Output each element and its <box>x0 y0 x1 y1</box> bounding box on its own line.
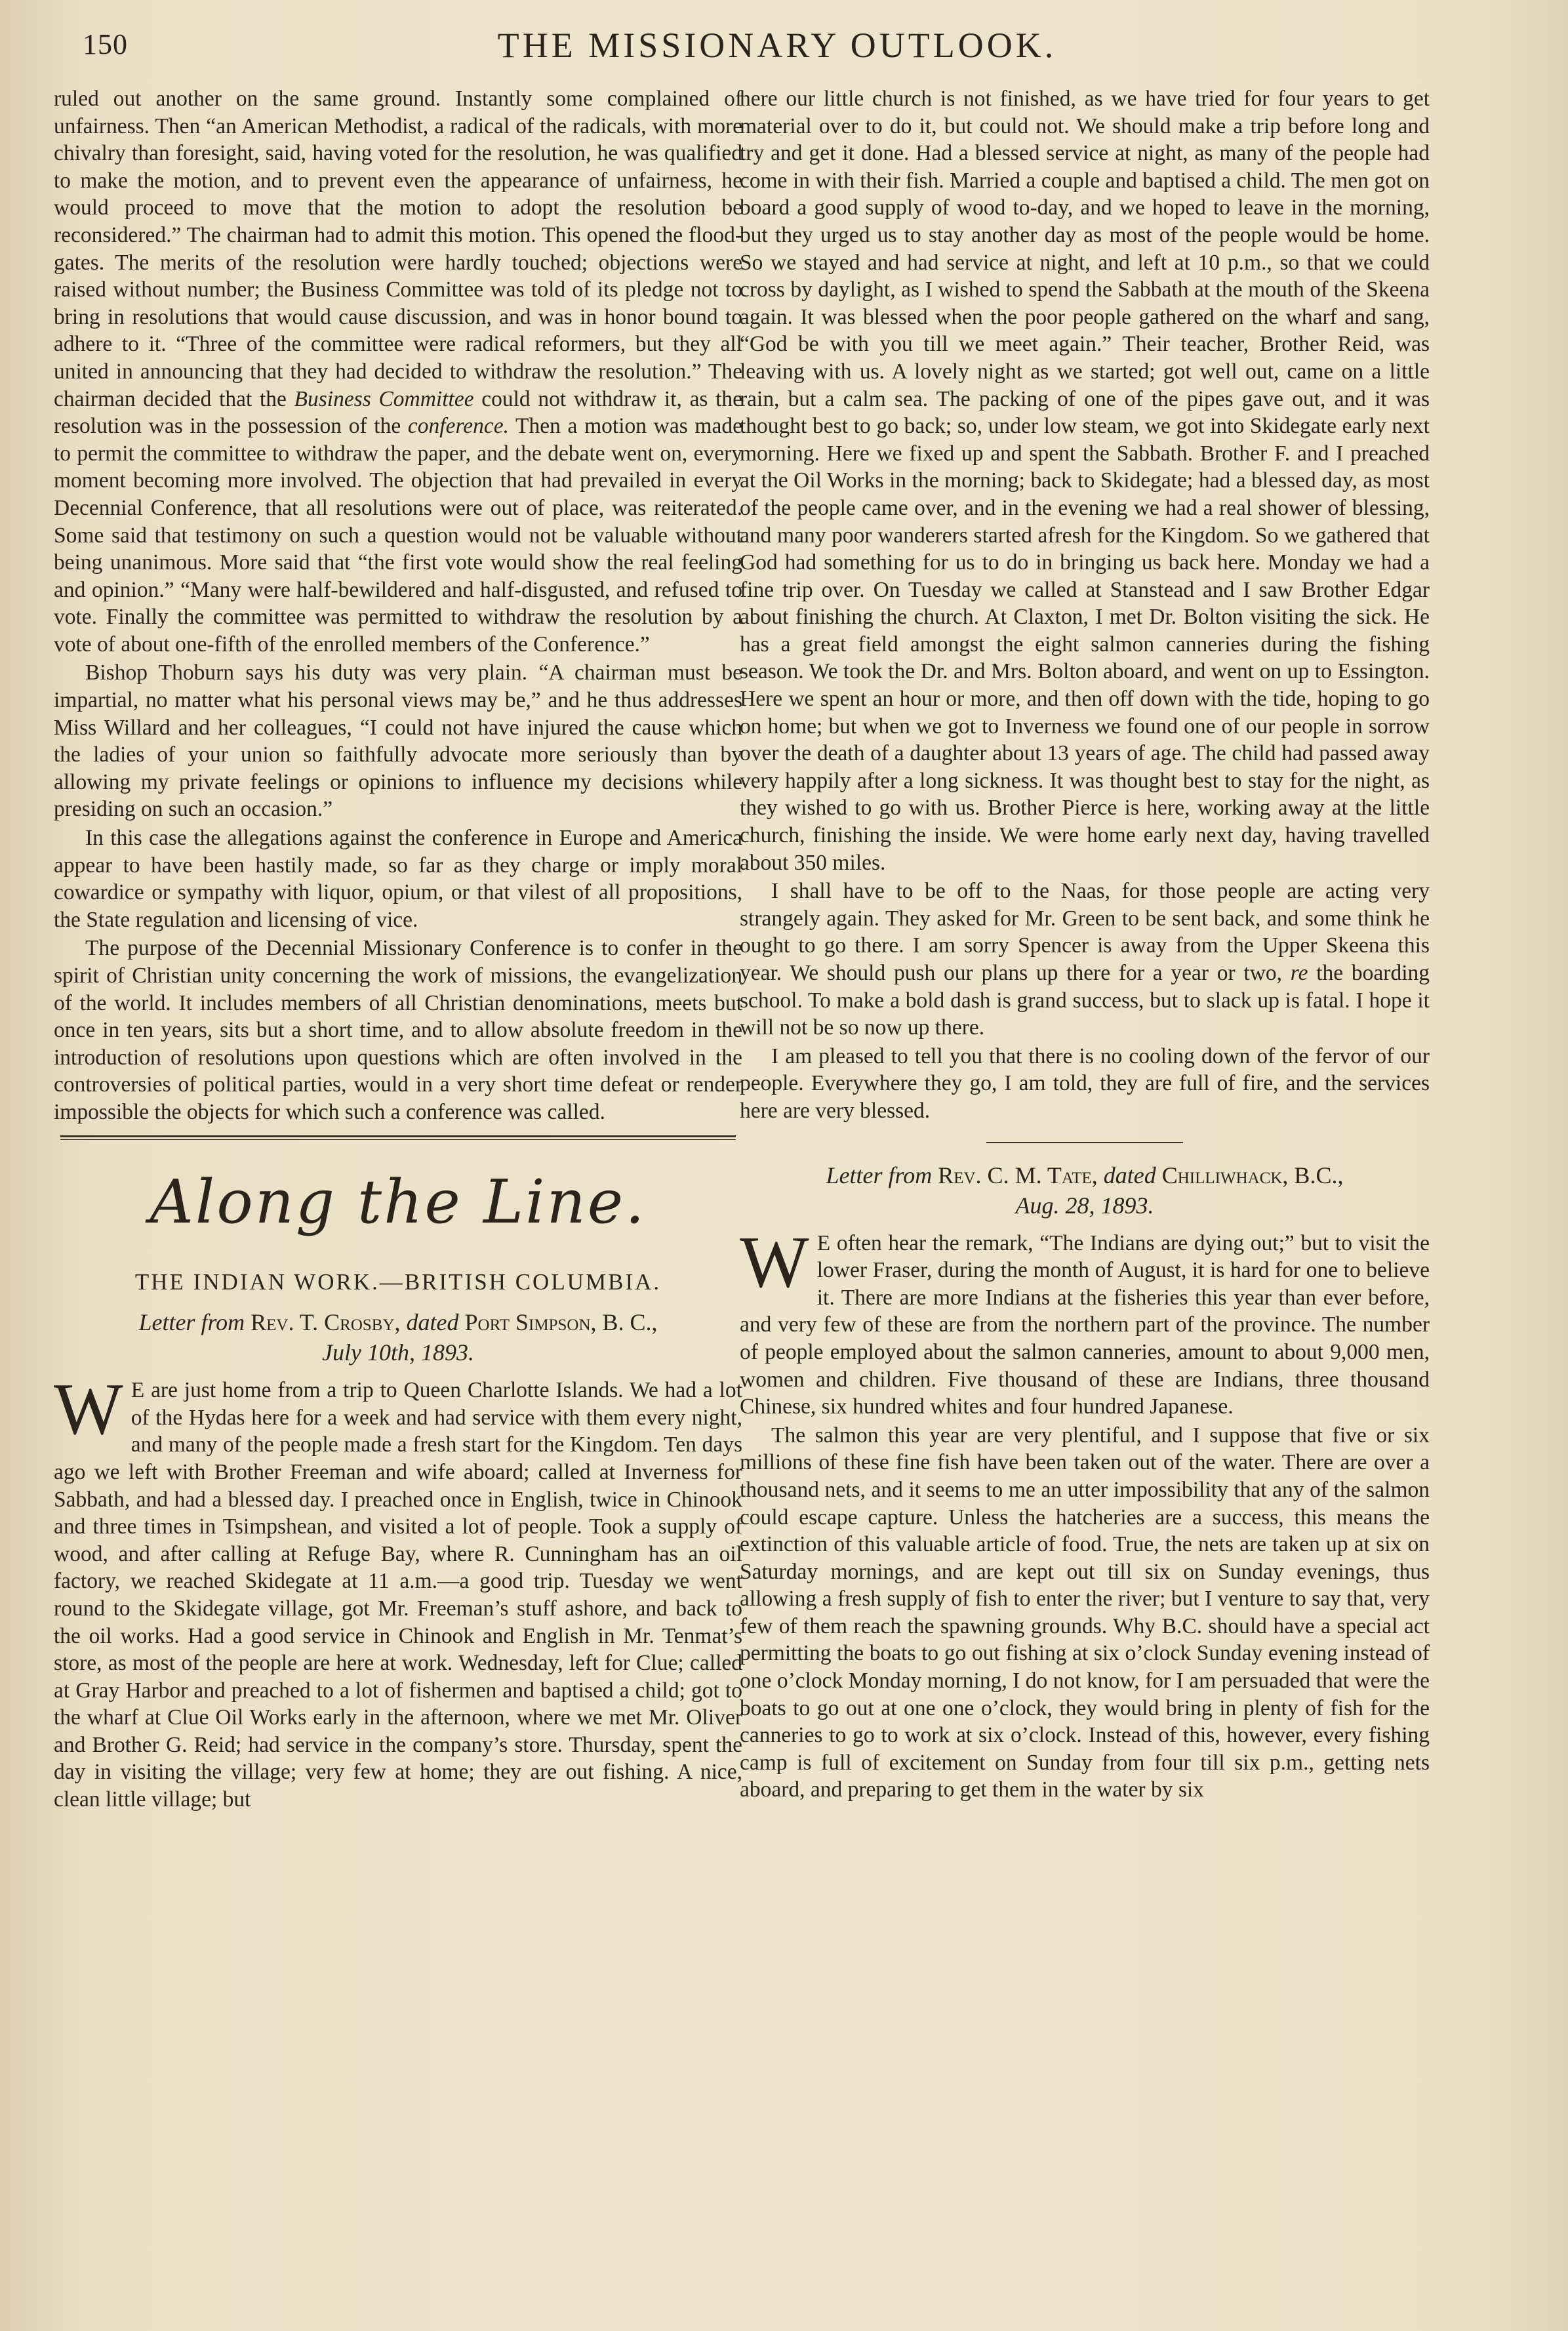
paragraph: The salmon this year are very plentiful, and I suppose that five or six millions of these fine fish have been taken out of the water. There are over a thousand nets, and it seems to me an utter impossibility that any of the salmon could escape capture. Unless the hatcheries are a success, this means the extinction of this valuable article of food. True, the nets are taken up at six on Saturday mornings, and are kept out till six on Sunday evenings, thus allowing a fresh supply of fish to enter the river; but I venture to say that, very few of them reach the spawning grounds. Why B.C. should have a special act permitting the boats to go out fishing at six o’clock Sunday evening instead of one o’clock Monday morning, I do not know, for I am persuaded that were the boats to go out at one one o’clock, they would bring in plenty of fish for the canneries to go to work at six o’clock. Instead of this, however, every fishing camp is full of excitement on Sunday from four till six p.m., getting nets aboard, and preparing to get them in the water by six <box>740 1423 1430 1802</box>
paragraph-text: ruled out another on the same ground. Instantly some complained of unfairness. Then “an American Methodist, a radical of the radicals, with more chivalry than foresight, said, having voted for the resolution, he was qualified to make the motion, and to prevent even the appearance of unfairness, he would proceed to move that the motion to adopt the resolution be reconsidered.” The chairman had to admit this motion. This opened the flood-gates. The merits of the resolution were hardly touched; objections were raised without number; the Business Committee was told of its pledge not to bring in resolutions that would cause discussion, and was in honor bound to adhere to it. “Three of the committee were radical reformers, but they all united in announcing that they had decided to withdraw the resolution.” The chairman decided that the <box>54 87 742 411</box>
running-title: THE MISSIONARY OUTLOOK. <box>497 26 1057 65</box>
italic-phrase: re <box>1290 961 1308 985</box>
letter-body <box>54 1369 742 1814</box>
page-header <box>72 25 1482 71</box>
section-title: Along the Line. <box>150 1166 647 1237</box>
letter-date: July 10th, 1893. <box>322 1339 474 1366</box>
paragraph: Bishop Thoburn says his duty was very plain. “A chairman must be impartial, no matter what his personal views may be,” and he thus addresses Miss Willard and her colleagues, “I could not have injured the cause which the ladies of your union so faithfully advocate more seriously than by allowing my private feelings or opinions to influence my decisions while presiding on such an occasion.” <box>54 660 742 822</box>
letter-date: Aug. 28, 1893. <box>1015 1192 1154 1219</box>
italic-phrase: Business Committee <box>294 386 474 411</box>
paragraph: In this case the allegations against the conference in Europe and America appear to have been hastily made, so far as they charge or imply moral cowardice or sympathy with liquor, opium, or that vilest of all propositions, the State regulation and licensing of vice. <box>54 826 742 932</box>
italic-phrase: conference. <box>407 414 509 439</box>
drop-cap: W <box>740 1221 809 1303</box>
letter-body-text: E often hear the remark, “The Indians are dying out;” but to visit the lower Fraser, during the month of August, it is hard for one to believe it. There are more Indians at the fisheries this year than ever before, and very few of these are from the northern part of the province. The number of people employed about the salmon canneries, amount to about 9,000 men, women and children. Five thousand of these are Indians, three thousand Chinese, six hundred whites and four hundred Japanese. <box>740 1230 1430 1419</box>
letter-body-text: E are just home from a trip to Queen Charlotte Islands. We had a lot of the Hydas here for a week and had service with them every night, and many of the people made a fresh start for the Kingdom. Ten days ago we left with Brother Freeman and wife aboard; called at Inverness for Sabbath, and had a blessed day. I preached once in English, twice in Chinook and three times in Tsimpshean, and visited a lot of people. Took a supply of wood, and after calling at Refuge Bay, where R. Cunningham has an oil factory, we reached Skidegate at 11 a.m.—a good trip. Tuesday we went round to the Skidegate village, got Mr. Freeman’s stuff ashore, and back to the oil works. Had a good service in Chinook and English in Mr. Tenmat’s store, as most of the people are here at work. Wednesday, left for Clue; called at Gray Harbor and preached to a lot of fishermen and baptised a child; got to the wharf at Clue Oil Works early in the afternoon, where we met Mr. Oliver and Brother G. Reid; had service in the company’s store. Thursday, spent the day in visiting the village; very few at home; they are out fishing. A nice, clean little village; but <box>54 1378 742 1812</box>
paragraph: here our little church is not finished, as we have tried for four years to get material over to do it, but could not. We should make a trip before long and try and get it done. Had a blessed service at night, as many of the people had come in with their fish. Married a couple and baptised a child. The men got on board a good supply of wood to-day, and we hoped to leave in the morning, but they urged us to stay another day as most of the people would be home. So we stayed and had service at night, and left at 10 p.m., so that we could cross by daylight, as I wished to spend the Sabbath at the mouth of the Skeena again. It was blessed when the poor people gathered on the wharf and sang, “God be with you till we meet again.” Their teacher, Brother Reid, was leaving with us. A lovely night as we started; got well out, came on a little rain, but a calm sea. The packing of one of the pipes gave out, and it was thought best to go back; so, under low steam, we got into Skidegate early next morning. Here we fixed up and spent the Sabbath. Brother F. and I preached at the Oil Works in the morning; back to Skidegate; had a blessed day, as most of the people came over, and in the evening we had a real shower of blessing, and many poor wanderers started afresh for the Kingdom. So we gathered that God had something for us to do in bringing us back here. Monday we had a fine trip over. On Tuesday we called at Stanstead and I saw Brother Edgar about finishing the church. At Claxton, I met Dr. Bolton visiting the sick. He has a great field amongst the eight salmon canneries during the fishing season. We took the Dr. and Mrs. Bolton aboard, and went on up to Essington. Here we spent an hour or more, and then off down with the tide, hoping to go on home; but when we got to Inverness we found one of our people in sorrow over the death of a daughter about 13 years of age. The child had passed away very happily after a long sickness. It was thought best to stay for the night, as they wished to go with us. Brother Pierce is here, working away at the little church, finishing the inside. We were home early next day, having travelled about 350 miles. <box>740 87 1430 875</box>
paragraph-text: the boarding school. To make a bold dash is grand success, but to slack up is fatal. I hope it will not be so now up there. <box>740 961 1430 1040</box>
paragraph: The purpose of the Decennial Missionary Conference is to confer in the spirit of Christian unity concerning the work of missions, the evangelization of the world. It includes members of all Christian denominations, meets but once in ten years, sits but a short time, and to allow absolute freedom in the introduction of resolutions upon questions which are often involved in the controversies of political parties, would in a very short time defeat or render impossible the objects for which such a conference was called. <box>54 936 742 1124</box>
letter-prefix: Letter from <box>138 1309 245 1336</box>
letter-author: Rev. T. Crosby, <box>251 1309 401 1336</box>
paragraph <box>740 878 1430 1042</box>
paragraph-text: Then a motion was made to permit the committee to withdraw the paper, and the debate went on, every moment becoming more involved. The objection that had prevailed in every Decennial Conference, that all resolutions were out of place, was reiterated. Some said that testimony on such a question would not be valuable without being unanimous. More said that “the first vote would show the real feeling and opinion.” “Many were half-bewildered and half-disgusted, and refused to vote. Finally the committee was permitted to withdraw the resolution by a vote of about one-fifth of the enrolled members of the Conference.” <box>54 414 742 657</box>
letter-body <box>740 1221 1430 1421</box>
letter-author: Rev. C. M. Tate, <box>938 1162 1098 1188</box>
section-divider <box>60 1135 736 1140</box>
page-number: 150 <box>83 28 128 60</box>
right-column <box>740 85 1430 1804</box>
section-subheading: THE INDIAN WORK.—BRITISH COLUMBIA. <box>134 1268 662 1295</box>
paragraph: I am pleased to tell you that there is no cooling down of the fervor of our people. Everywhere they go, I am told, they are full of fire, and the services here are very blessed. <box>740 1044 1430 1123</box>
paragraph-text: could not withdraw it, as the resolution was in the possession of the <box>54 386 743 439</box>
letter-heading <box>740 1160 1430 1221</box>
letter-place: Port Simpson, B. C., <box>464 1309 658 1336</box>
paragraph <box>54 85 742 658</box>
letter-prefix: Letter from <box>826 1162 933 1188</box>
letter-place: Chilliwhack, B.C., <box>1161 1162 1344 1188</box>
letter-heading <box>54 1307 742 1368</box>
drop-cap: W <box>54 1369 123 1451</box>
letter-dated: dated <box>406 1309 459 1336</box>
left-column <box>54 85 742 1814</box>
letter-divider <box>986 1142 1183 1143</box>
paragraph-text: I shall have to be off to the Naas, for those people are acting very strangely again. They asked for Mr. Green to be sent back, and some think he ought to go there. I am sorry Spencer is away from the Upper Skeena this year. We should push our plans up there for a year or two, <box>740 879 1430 985</box>
letter-dated: dated <box>1103 1162 1156 1188</box>
